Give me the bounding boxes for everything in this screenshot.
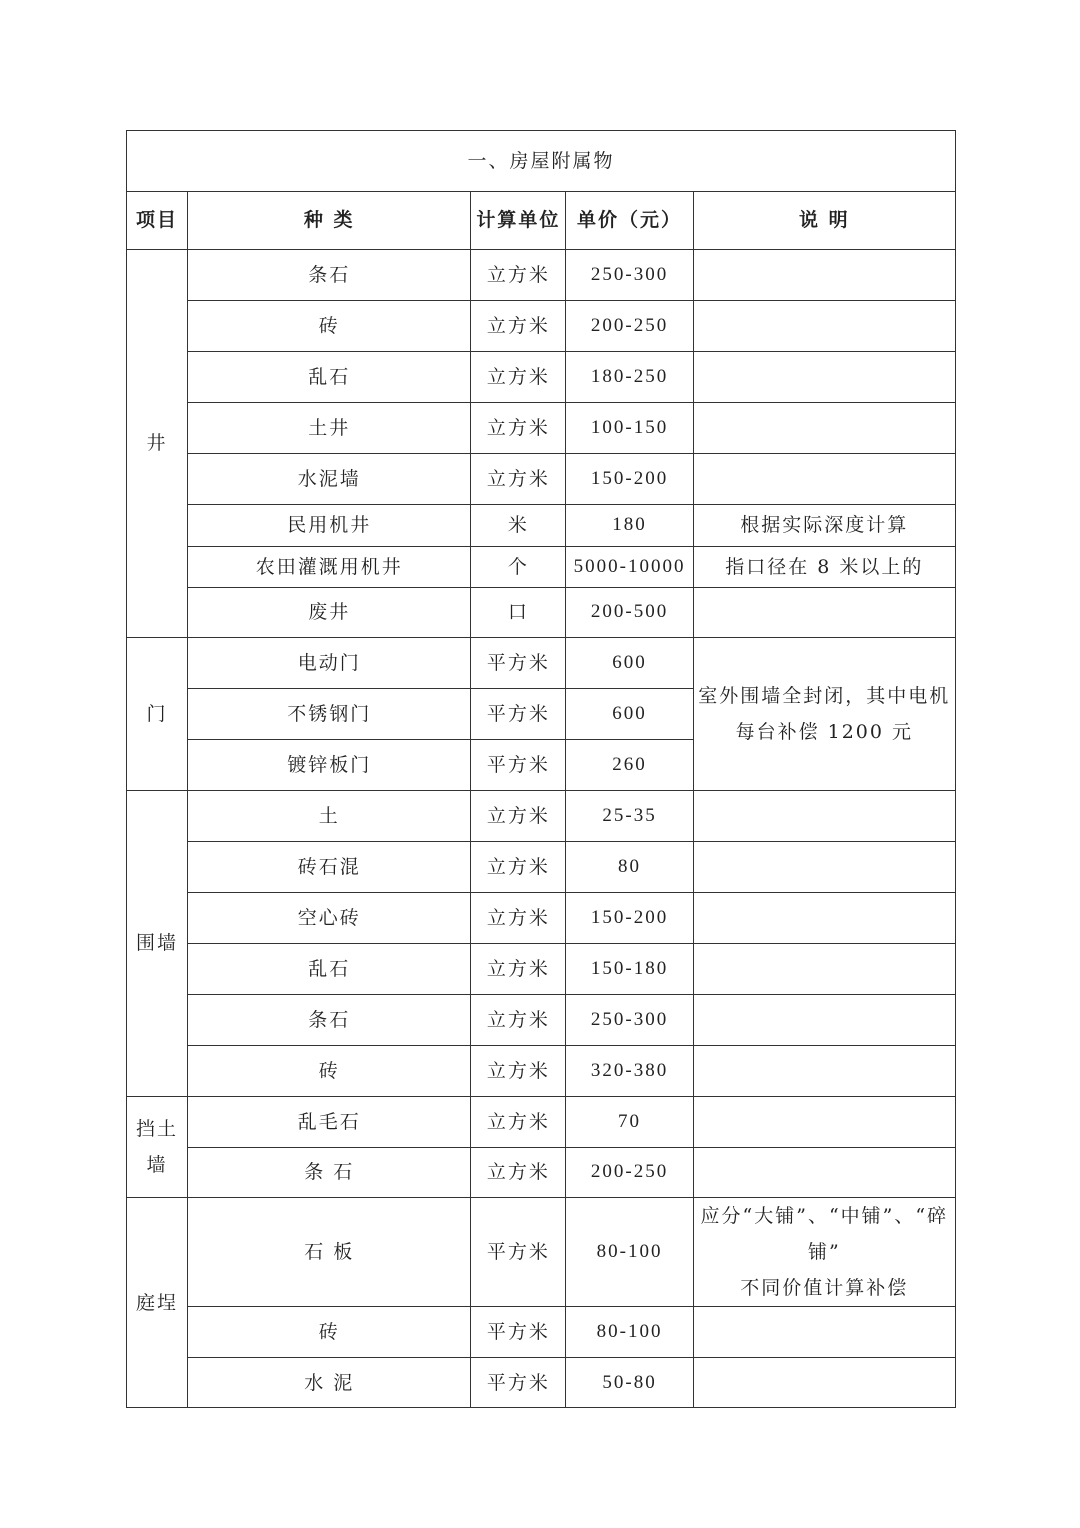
row-note — [693, 1198, 955, 1307]
group-name-well: 井 — [127, 250, 188, 638]
row-price: 180 — [566, 505, 693, 547]
row-price: 25-35 — [566, 791, 693, 842]
row-price: 260 — [566, 740, 693, 791]
row-note: 指口径在 8 米以上的 — [693, 547, 955, 588]
note-line: 每台补偿 1200 元 — [735, 721, 914, 743]
row-price: 600 — [566, 638, 693, 689]
header-type: 种 类 — [188, 192, 471, 250]
row-price: 5000-10000 — [566, 547, 693, 588]
row-type: 电动门 — [188, 638, 471, 689]
row-unit: 个 — [471, 547, 566, 588]
row-type: 农田灌溉用机井 — [188, 547, 471, 588]
row-price: 80 — [566, 842, 693, 893]
row-price: 100-150 — [566, 403, 693, 454]
group-name-retaining-wall — [127, 1097, 188, 1198]
row-type: 砖石混 — [188, 842, 471, 893]
row-unit: 立方米 — [471, 1148, 566, 1198]
row-price: 150-200 — [566, 454, 693, 505]
row-unit: 平方米 — [471, 740, 566, 791]
group-name-wall: 围墙 — [127, 791, 188, 1097]
row-unit: 立方米 — [471, 250, 566, 301]
row-price: 250-300 — [566, 250, 693, 301]
row-unit: 平方米 — [471, 1307, 566, 1358]
compensation-table — [126, 130, 956, 1408]
row-price: 320-380 — [566, 1046, 693, 1097]
note-line: 应分“大铺”、“中铺”、“碎铺” — [700, 1205, 949, 1264]
row-type: 砖 — [188, 1046, 471, 1097]
row-type: 空心砖 — [188, 893, 471, 944]
row-type: 乱石 — [188, 352, 471, 403]
row-type: 水 泥 — [188, 1358, 471, 1408]
row-unit: 米 — [471, 505, 566, 547]
row-unit: 立方米 — [471, 454, 566, 505]
note-line: 室外围墙全封闭，其中电机 — [698, 684, 951, 707]
row-price: 200-500 — [566, 588, 693, 638]
row-price: 150-180 — [566, 944, 693, 995]
row-unit: 平方米 — [471, 1358, 566, 1408]
row-note — [693, 791, 955, 842]
row-type: 砖 — [188, 1307, 471, 1358]
row-price: 600 — [566, 689, 693, 740]
note-line: 不同价值计算补偿 — [740, 1277, 909, 1300]
row-note — [693, 1358, 955, 1408]
row-unit: 平方米 — [471, 1198, 566, 1307]
row-note — [693, 893, 955, 944]
group-name-line: 挡土 — [136, 1117, 179, 1140]
row-note — [693, 352, 955, 403]
row-unit: 立方米 — [471, 944, 566, 995]
table-title: 一、房屋附属物 — [127, 131, 956, 192]
header-price: 单价（元） — [566, 192, 693, 250]
group-name-courtyard: 庭埕 — [127, 1198, 188, 1408]
row-note — [693, 1097, 955, 1148]
row-unit: 立方米 — [471, 842, 566, 893]
row-type: 土井 — [188, 403, 471, 454]
row-note — [693, 588, 955, 638]
row-note — [693, 995, 955, 1046]
row-price: 50-80 — [566, 1358, 693, 1408]
row-price: 80-100 — [566, 1307, 693, 1358]
row-type: 条石 — [188, 995, 471, 1046]
row-note — [693, 1046, 955, 1097]
row-unit: 立方米 — [471, 1097, 566, 1148]
header-unit: 计算单位 — [471, 192, 566, 250]
row-unit: 立方米 — [471, 1046, 566, 1097]
row-unit: 立方米 — [471, 352, 566, 403]
row-type: 废井 — [188, 588, 471, 638]
group-name-door: 门 — [127, 638, 188, 791]
row-unit: 立方米 — [471, 301, 566, 352]
row-type: 土 — [188, 791, 471, 842]
row-note — [693, 1148, 955, 1198]
door-shared-note — [693, 638, 955, 791]
row-price: 180-250 — [566, 352, 693, 403]
row-unit: 立方米 — [471, 995, 566, 1046]
row-unit: 平方米 — [471, 689, 566, 740]
row-unit: 平方米 — [471, 638, 566, 689]
row-type: 不锈钢门 — [188, 689, 471, 740]
row-type: 水泥墙 — [188, 454, 471, 505]
header-note: 说 明 — [693, 192, 955, 250]
group-name-line: 墙 — [146, 1154, 168, 1176]
row-price: 200-250 — [566, 301, 693, 352]
row-type: 镀锌板门 — [188, 740, 471, 791]
row-type: 石 板 — [188, 1198, 471, 1307]
row-note — [693, 1307, 955, 1358]
row-price: 200-250 — [566, 1148, 693, 1198]
row-price: 250-300 — [566, 995, 693, 1046]
row-price: 80-100 — [566, 1198, 693, 1307]
row-note — [693, 403, 955, 454]
row-note — [693, 250, 955, 301]
row-type: 民用机井 — [188, 505, 471, 547]
row-price: 70 — [566, 1097, 693, 1148]
row-type: 条 石 — [188, 1148, 471, 1198]
row-unit: 立方米 — [471, 791, 566, 842]
row-unit: 立方米 — [471, 403, 566, 454]
row-note — [693, 944, 955, 995]
row-note: 根据实际深度计算 — [693, 505, 955, 547]
row-unit: 口 — [471, 588, 566, 638]
row-price: 150-200 — [566, 893, 693, 944]
row-type: 乱石 — [188, 944, 471, 995]
row-unit: 立方米 — [471, 893, 566, 944]
row-type: 砖 — [188, 301, 471, 352]
header-item: 项目 — [127, 192, 188, 250]
row-note — [693, 842, 955, 893]
row-note — [693, 301, 955, 352]
row-type: 条石 — [188, 250, 471, 301]
row-note — [693, 454, 955, 505]
row-type: 乱毛石 — [188, 1097, 471, 1148]
